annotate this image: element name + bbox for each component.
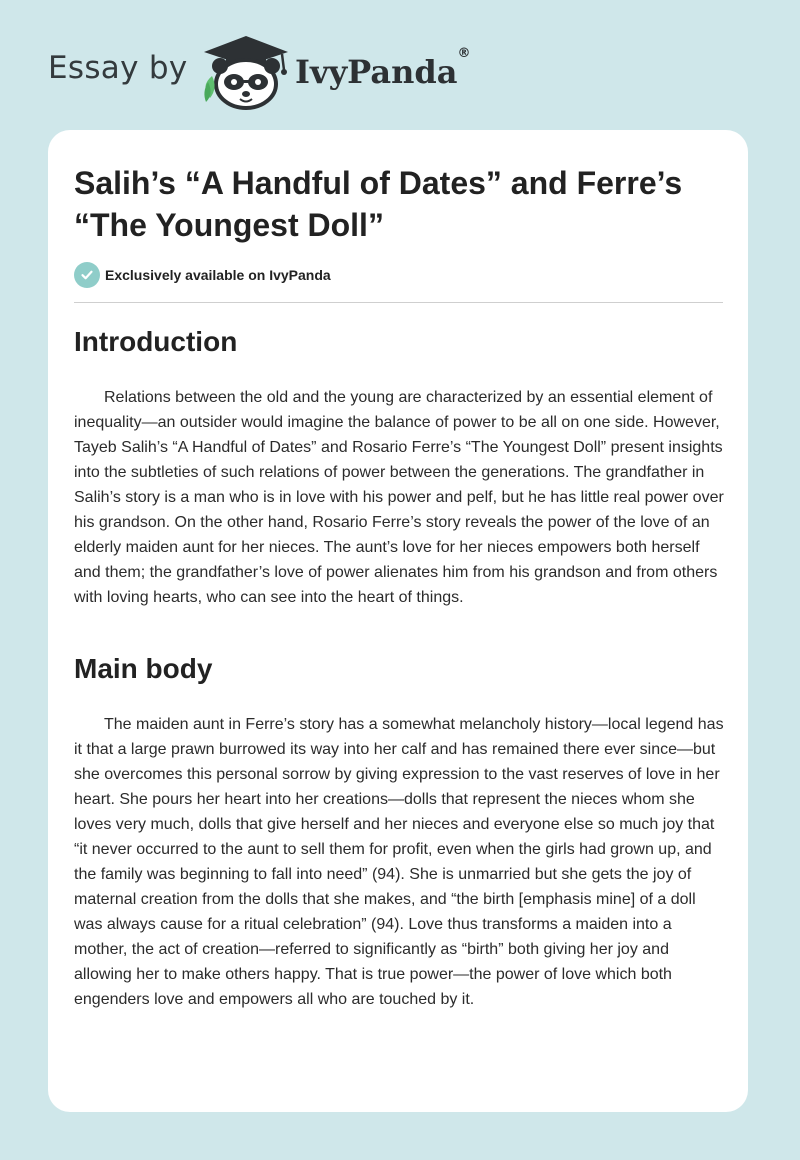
site-header — [0, 0, 800, 130]
brand-text: IvyPanda — [295, 53, 458, 91]
panda-logo-icon[interactable] — [196, 32, 296, 112]
section-heading-main-body: Main body — [74, 653, 213, 684]
exclusive-badge — [74, 262, 331, 288]
exclusive-badge-label: Exclusively available on IvyPanda — [105, 267, 331, 283]
essay-card — [48, 130, 748, 1112]
registered-mark: ® — [457, 46, 471, 62]
brand-name[interactable] — [295, 46, 471, 91]
section-paragraph-main-body: The maiden aunt in Ferre’s story has a somewhat melancholy history—local legend has it that a large prawn burrowed its way into her calf and has remained there ever since—but she overcomes this personal sorrow by giving expression to the vast reserves of love in her heart. She pours her heart into her creations—dolls that represent the nieces whom she loves very much, dolls that give herself and her nieces and everyone else so much joy that “it never occurred to the aunt to sell them for profit, even when the girls had grown up, and the family was beginning to fall into need” (94). She is unmarried but she gets the joy of maternal creation from the dolls that she makes, and “the birth [emphasis mine] of a doll was always cause for a ritual celebration” (94). Love thus transforms a maiden into a mother, the act of creation—referred to significantly as “birth” both giving her joy and allowing her to make others happy. That is true power—the power of love which both engenders love and empowers all who are touched by it. — [74, 716, 724, 1008]
title-divider — [74, 302, 723, 303]
section-heading-introduction: Introduction — [74, 326, 238, 357]
essay-by-label: Essay by — [48, 50, 188, 86]
essay-title: Salih’s “A Handful of Dates” and Ferre’s “The Youngest Doll” — [74, 165, 683, 243]
section-paragraph-introduction: Relations between the old and the young are characterized by an essential element of inequality—an outsider would imagine the balance of power to be all on one side. However, Tayeb Salih’s “A Handful of Dates” and Rosario Ferre’s “The Youngest Doll” present insights into the subtleties of such relations of power between the generations. The grandfather in Salih’s story is a man who is in love with his power and pelf, but he has little real power over his grandson. On the other hand, Rosario Ferre’s story reveals the power of the love of an elderly maiden aunt for her nieces. The aunt’s love for her nieces empowers both herself and them; the grandfather’s love of power alienates him from his grandson and from others with loving hearts, who can see into the heart of things. — [74, 389, 724, 606]
checkmark-icon — [74, 262, 100, 288]
